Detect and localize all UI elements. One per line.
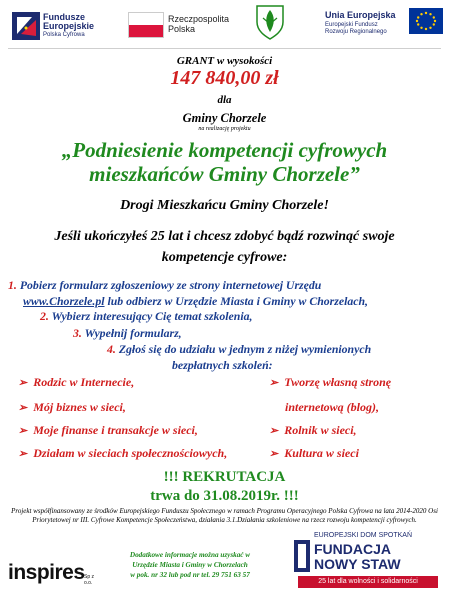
header-divider: [8, 48, 441, 49]
rp-line2: Polska: [168, 24, 196, 34]
eu-flag-icon: [409, 8, 443, 34]
step-4-continued: bezpłatnych szkoleń:: [172, 358, 273, 372]
training-item-finanse: [18, 423, 198, 438]
na-realizacje-label: na realizację projektu: [198, 126, 251, 132]
chorzele-crest-icon: [255, 4, 285, 40]
training-label: Mój biznes w sieci,: [33, 400, 126, 414]
ue-line2: Europejski Fundusz: [325, 22, 378, 28]
grant-label: GRANT w wysokości: [176, 55, 273, 67]
project-title-line1: „Podniesienie kompetencji cyfrowych: [61, 138, 388, 162]
step-1-text-b: lub odbierz w Urzędzie Miasta i Gminy w Chorzelach,: [104, 294, 369, 308]
fundacja-line2: NOWY STAW: [314, 556, 401, 572]
logo-inspires: [8, 561, 98, 587]
step-2-number: 2.: [40, 309, 49, 323]
arrow-icon: ➢: [269, 425, 279, 437]
gmina-label: Gminy Chorzele: [182, 111, 267, 125]
arrow-icon: ➢: [18, 448, 28, 460]
training-item-biznes: [18, 400, 126, 415]
inspires-suffix: Sp z o.o.: [84, 574, 95, 586]
intro-line1: Jeśli ukończyłeś 25 lat i chcesz zdobyć bądź rozwinąć swoje: [54, 229, 395, 244]
greeting: Drogi Mieszkańcu Gminy Chorzele!: [120, 198, 329, 213]
step-3: [73, 326, 182, 341]
fundusze-line3: Polska Cyfrowa: [43, 32, 85, 38]
step-1: [8, 278, 321, 293]
step-1-text: Pobierz formularz zgłoszeniowy ze strony internetowej Urzędu: [19, 278, 322, 292]
arrow-icon: ➢: [18, 425, 28, 437]
info-line1: Dodatkowe informacje można uzyskać w: [129, 551, 251, 559]
rp-line1: Rzeczpospolita: [168, 14, 230, 24]
dla-label: dla: [217, 94, 232, 106]
info-line3: w pok. nr 32 lub pod nr tel. 29 751 63 57: [130, 571, 250, 579]
fundusze-europejskie-icon: [12, 12, 40, 40]
training-label: Działam w sieciach społecznościowych,: [33, 446, 228, 460]
funding-footnote: Projekt współfinansowany ze środków Europejskiego Funduszu Społecznego w ramach Programu Operacyjnego Polska Cyfrowa na lata 2014-2020 Osi Priorytetowej nr III. Cyfrowe Kompetencje Społeczeństwa, działania 3.1.Działania szkoleniowe na rzecz rozwoju kompetencji cyfrowych.: [11, 507, 438, 524]
logo-rzeczpospolita: [128, 9, 248, 39]
training-label: Moje finanse i transakcje w sieci,: [33, 423, 198, 437]
step-1-continued: [23, 294, 368, 309]
arrow-icon: ➢: [18, 377, 28, 389]
step-3-text: Wypełnij formularz,: [84, 326, 182, 340]
logo-unia-europejska: [325, 8, 443, 40]
polish-flag-icon: [128, 12, 164, 38]
step-4-number: 4.: [107, 342, 116, 356]
inspires-name: inspires: [8, 561, 85, 584]
rekrutacja-line1: !!! REKRUTACJA: [163, 469, 286, 485]
training-item-strona: [269, 375, 391, 390]
step-3-number: 3.: [73, 326, 82, 340]
training-item-sieci: [18, 446, 227, 461]
step-2: [40, 309, 252, 324]
training-item-strona-continued: internetową (blog),: [285, 400, 380, 414]
fundacja-line1: FUNDACJA: [314, 541, 391, 557]
arrow-icon: ➢: [18, 402, 28, 414]
training-label: Rodzic w Internecie,: [33, 375, 135, 389]
training-item-kultura: [269, 446, 359, 461]
training-label: Rolnik w sieci,: [284, 423, 357, 437]
grant-amount: 147 840,00 zł: [170, 67, 279, 89]
training-label: Kultura w sieci: [284, 446, 359, 460]
rekrutacja-line2: trwa do 31.08.2019r. !!!: [150, 488, 299, 504]
step-4-text: Zgłoś się do udziału w jednym z niżej wymienionych: [118, 342, 372, 356]
arrow-icon: ➢: [269, 377, 279, 389]
step-1-number: 1.: [8, 278, 17, 292]
step-2-text: Wybierz interesujący Cię temat szkolenia,: [51, 309, 253, 323]
fundusze-line1: Fundusze: [43, 12, 85, 22]
logo-fundusze-europejskie: [12, 12, 112, 40]
contact-info: [106, 550, 274, 580]
fundacja-mark-icon: [292, 538, 312, 574]
step-4: [107, 342, 371, 357]
training-label: Tworzę własną stronę: [284, 375, 392, 389]
logo-fundacja-nowy-staw: [292, 532, 444, 594]
info-line2: Urzędzie Miasta i Gminy w Chorzelach: [132, 561, 248, 569]
ue-line1: Unia Europejska: [325, 10, 396, 20]
chorzele-link[interactable]: www.Chorzele.pl: [23, 294, 105, 308]
arrow-icon: ➢: [269, 448, 279, 460]
project-title-line2: mieszkańców Gminy Chorzele”: [89, 162, 360, 186]
ue-line3: Rozwoju Regionalnego: [325, 29, 387, 35]
fundacja-ribbon: 25 lat dla wolności i solidarności: [298, 576, 438, 588]
training-item-rolnik: [269, 423, 357, 438]
intro-line2: kompetencje cyfrowe:: [161, 250, 288, 265]
fundacja-top: EUROPEJSKI DOM SPOTKAŃ: [314, 532, 413, 539]
fundusze-line2: Europejskie: [43, 21, 95, 31]
training-item-rodzic: [18, 375, 134, 390]
